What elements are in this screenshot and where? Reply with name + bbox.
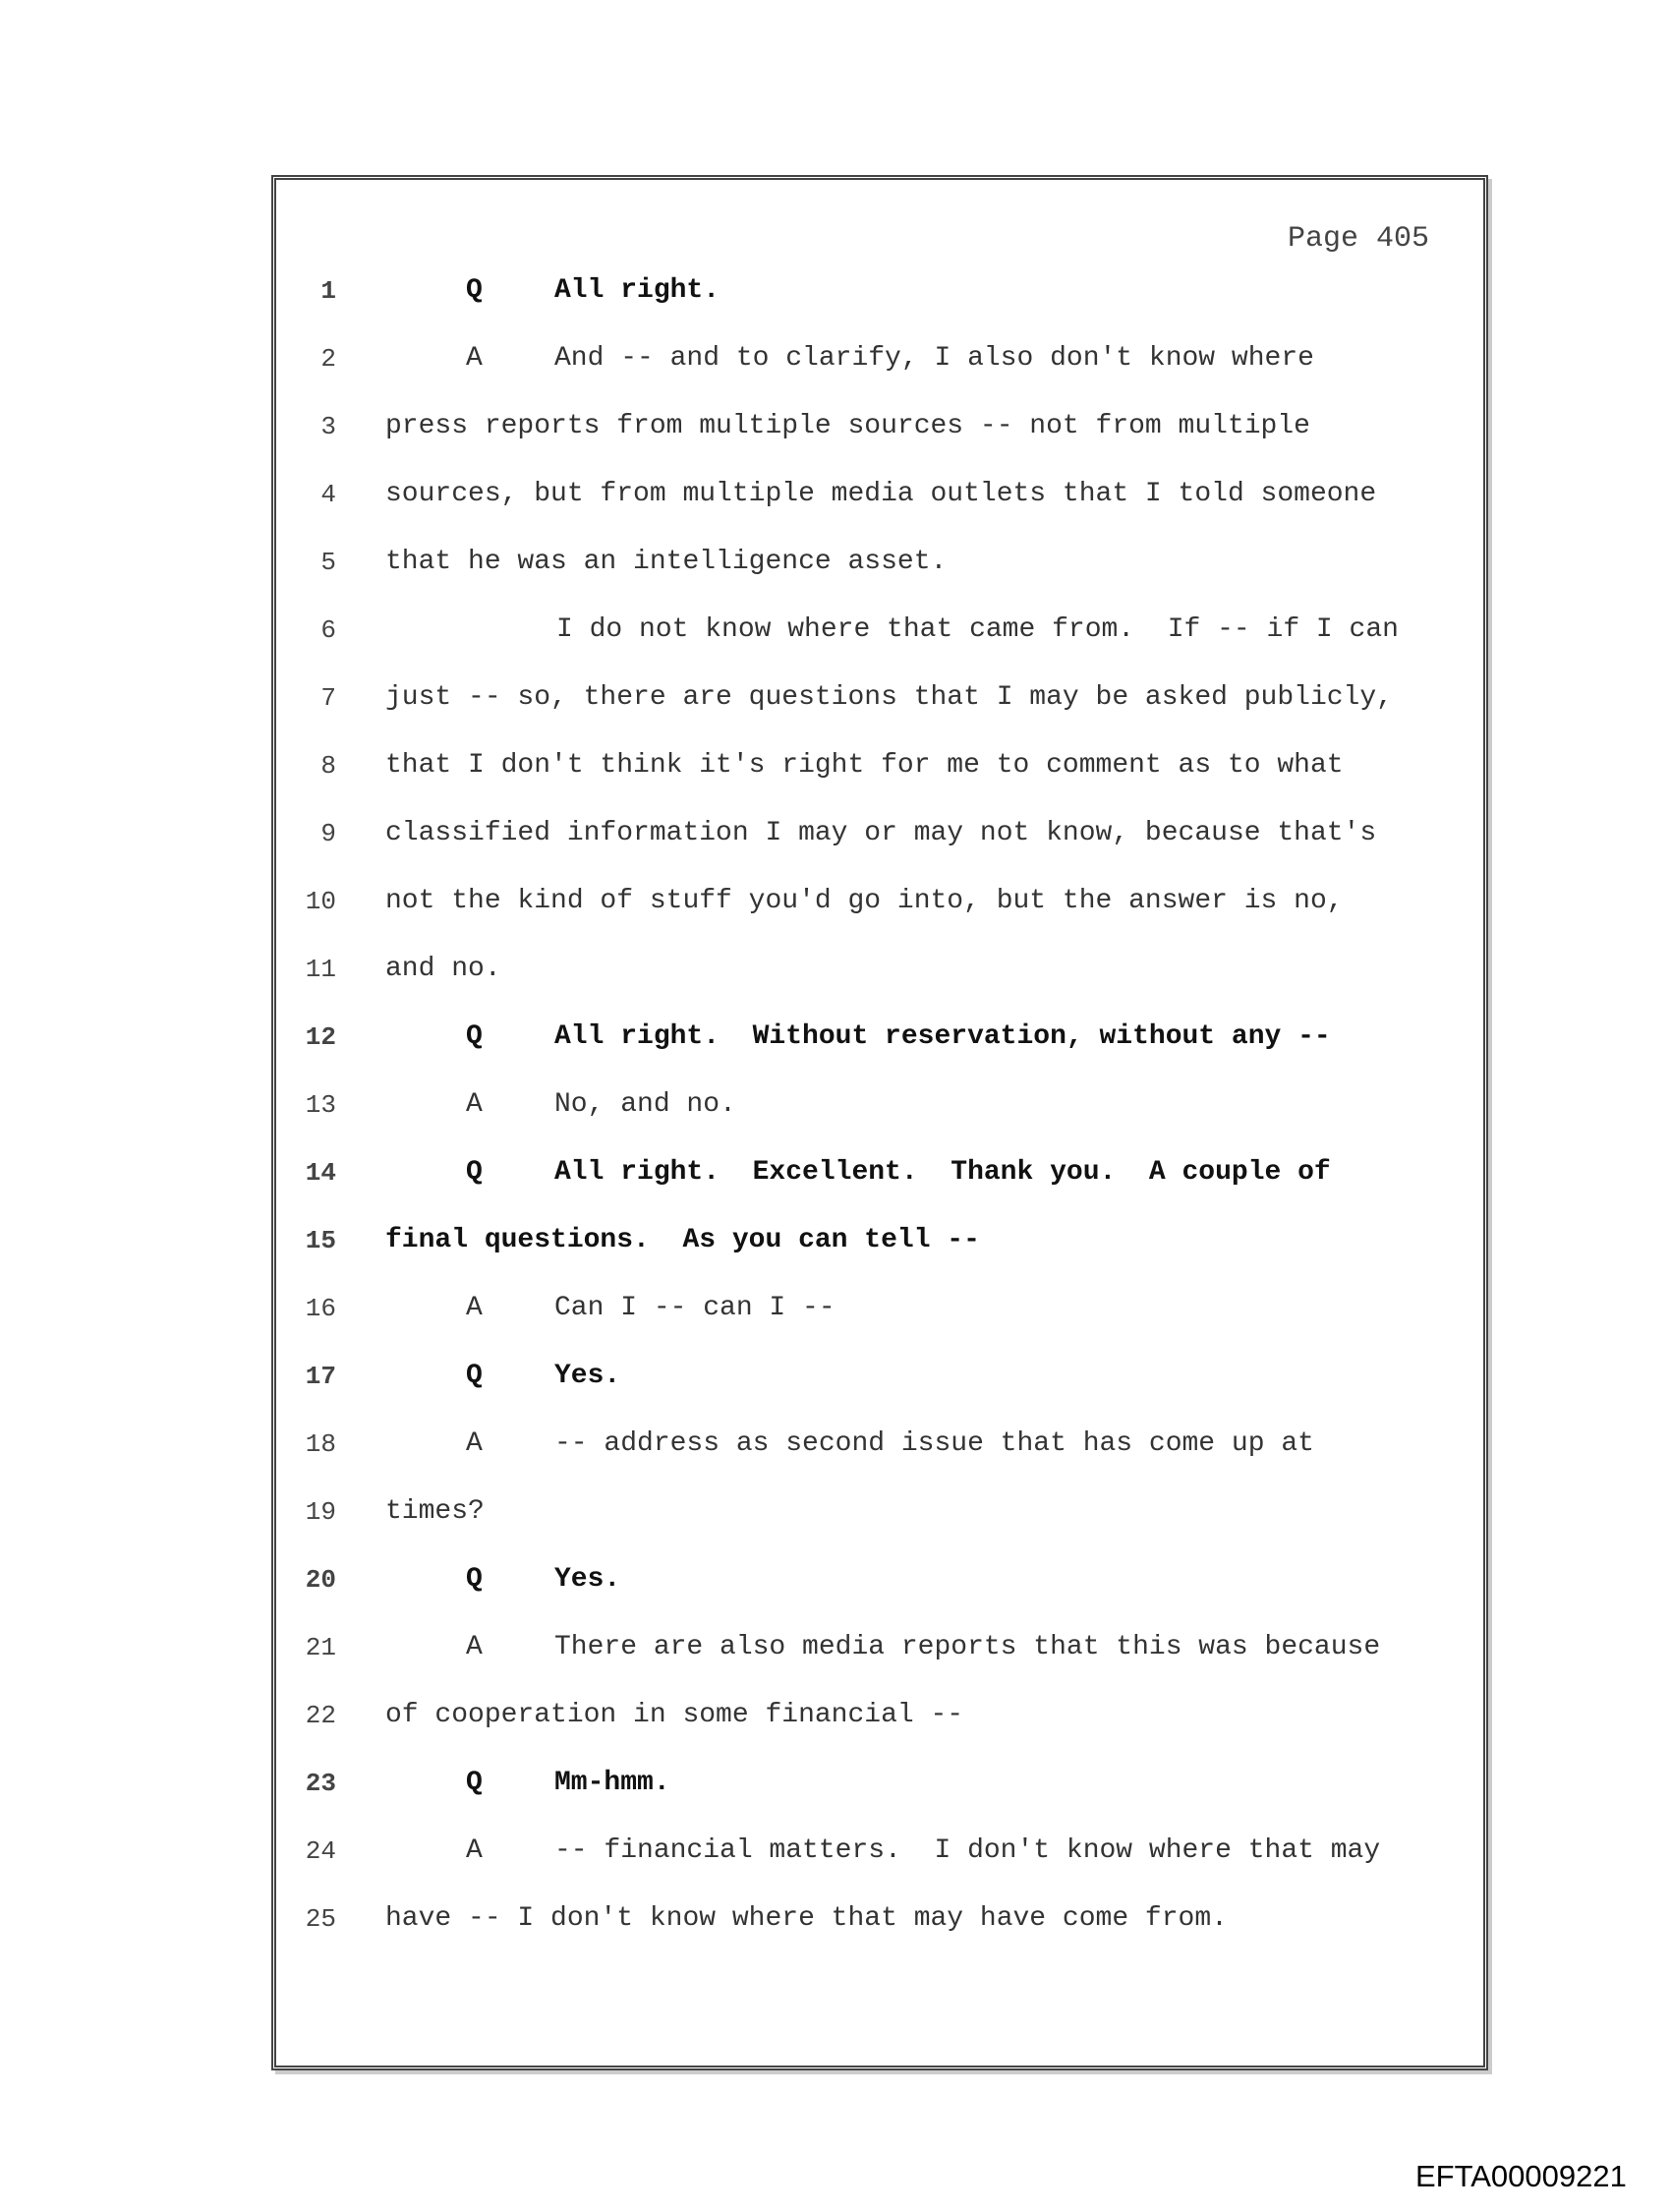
line-text: -- address as second issue that has come up at (554, 1428, 1314, 1459)
line-number: 14 (305, 1158, 336, 1188)
line-number: 13 (305, 1090, 336, 1120)
speaker-label: A (466, 1835, 483, 1866)
line-number: 8 (320, 751, 336, 781)
speaker-label: Q (466, 1361, 483, 1391)
line-text: Mm-hmm. (554, 1768, 670, 1798)
line-text: And -- and to clarify, I also don't know where (554, 343, 1314, 374)
line-number: 7 (320, 683, 336, 713)
line-text: just -- so, there are questions that I may be asked publicly, (385, 682, 1393, 713)
line-text: All right. (554, 275, 720, 306)
speaker-label: A (466, 343, 483, 374)
line-text: times? (385, 1496, 485, 1527)
line-number: 11 (305, 955, 336, 984)
line-text: have -- I don't know where that may have come from. (385, 1903, 1228, 1934)
line-text: All right. Without reservation, without any -- (554, 1021, 1331, 1052)
line-text: of cooperation in some financial -- (385, 1700, 964, 1730)
line-number: 12 (305, 1022, 336, 1052)
line-number: 5 (320, 548, 336, 577)
line-text: press reports from multiple sources -- not from multiple (385, 411, 1310, 441)
speaker-label: A (466, 1089, 483, 1120)
speaker-label: A (466, 1293, 483, 1323)
line-number: 2 (320, 344, 336, 374)
speaker-label: A (466, 1632, 483, 1662)
line-number: 1 (320, 276, 336, 306)
speaker-label: Q (466, 1021, 483, 1052)
line-text: sources, but from multiple media outlets that I told someone (385, 479, 1377, 509)
line-number: 6 (320, 615, 336, 645)
speaker-label: A (466, 1428, 483, 1459)
line-number: 17 (305, 1362, 336, 1391)
line-text: final questions. As you can tell -- (385, 1225, 980, 1255)
line-text: classified information I may or may not know, because that's (385, 818, 1377, 848)
line-text: that he was an intelligence asset. (385, 547, 948, 577)
line-text: and no. (385, 954, 501, 984)
speaker-label: Q (466, 275, 483, 306)
line-number: 19 (305, 1497, 336, 1527)
speaker-label: Q (466, 1768, 483, 1798)
line-number: 21 (305, 1633, 336, 1662)
line-number: 3 (320, 412, 336, 441)
line-text: Can I -- can I -- (554, 1293, 836, 1323)
line-number: 15 (305, 1226, 336, 1255)
line-number: 9 (320, 819, 336, 848)
line-text: -- financial matters. I don't know where that may (554, 1835, 1381, 1866)
line-text: not the kind of stuff you'd go into, but the answer is no, (385, 886, 1344, 916)
line-text: There are also media reports that this was because (554, 1632, 1381, 1662)
line-text: I do not know where that came from. If -- if I can (556, 614, 1399, 645)
line-number: 23 (305, 1769, 336, 1798)
line-number: 22 (305, 1701, 336, 1730)
transcript-page-border (271, 175, 1488, 2070)
speaker-label: Q (466, 1157, 483, 1188)
line-number: 24 (305, 1836, 336, 1866)
line-number: 10 (305, 887, 336, 916)
line-number: 25 (305, 1904, 336, 1934)
line-number: 18 (305, 1429, 336, 1459)
line-text: Yes. (554, 1564, 621, 1595)
line-number: 16 (305, 1294, 336, 1323)
page-number: Page 405 (1287, 222, 1429, 256)
line-number: 4 (320, 480, 336, 509)
line-text: No, and no. (554, 1089, 736, 1120)
line-text: All right. Excellent. Thank you. A couple of (554, 1157, 1331, 1188)
line-number: 20 (305, 1565, 336, 1595)
bates-number: EFTA00009221 (1415, 2159, 1627, 2193)
line-text: Yes. (554, 1361, 621, 1391)
speaker-label: Q (466, 1564, 483, 1595)
line-text: that I don't think it's right for me to comment as to what (385, 750, 1344, 781)
